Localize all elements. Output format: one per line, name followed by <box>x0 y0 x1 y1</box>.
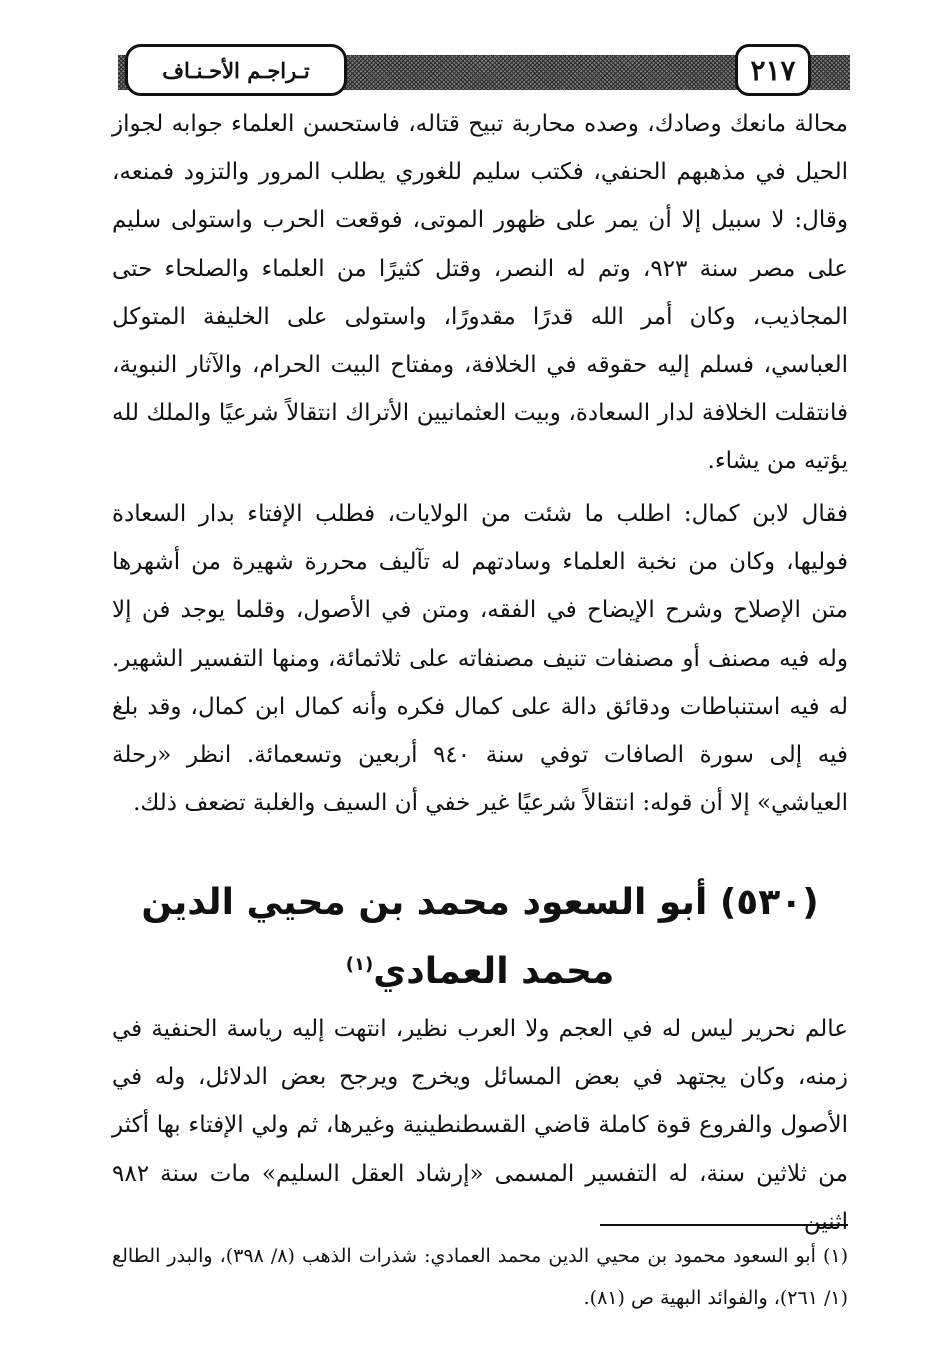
body-paragraph-3: عالم نحرير ليس له في العجم ولا العرب نظير، انتهت إليه رياسة الحنفية في زمنه، وكان يجتهد في بعض المسائل ويخرج ويرجح بعض الدلائل، وله في الأصول والفروع قوة كاملة قاضي القسطنطينية وغيرها، ثم ولي الإفتاء بها أكثر من ثلاثين سنة، له التفسير المسمى «إرشاد العقل السليم» مات سنة ٩٨٢ اثنين <box>112 1016 848 1235</box>
body-paragraph-1: محالة مانعك وصادك، وصده محاربة تبيح قتاله، فاستحسن العلماء جوابه لجواز الحيل في مذهبهم الحنفي، فكتب سليم للغوري يطلب المرور والتزود فمنعه، وقال: لا سبيل إلا أن يمر على ظهور الموتى، فوقعت الحرب واستولى سليم على مصر سنة ٩٢٣، وتم له النصر، وقتل كثيرًا من العلماء والصلحاء حتى المجاذيب، وكان أمر الله قدرًا مقدورًا، واستولى على الخليفة المتوكل العباسي، فسلم إليه حقوقه في الخلافة، ومفتاح البيت الحرام، والآثار النبوية، فانتقلت الخلافة لدار السعادة، وبيت العثمانيين الأتراك انتقالاً شرعيًا والملك لله يؤتيه من يشاء. <box>112 111 848 475</box>
running-header-title: تـراجـم الأحـنـاف <box>125 44 347 96</box>
page-number: ٢١٧ <box>735 44 811 96</box>
footnote-reference: (١) <box>345 954 374 975</box>
footnote-text: (١) أبو السعود محمود بن محيي الدين محمد العمادي: شذرات الذهب (٨/ ٣٩٨)، والبدر الطالع (١/ ٢٦١)، والفوائد البهية ص (٨١). <box>112 1245 848 1309</box>
body-paragraph-2: فقال لابن كمال: اطلب ما شئت من الولايات، فطلب الإفتاء بدار السعادة فوليها، وكان من نخبة العلماء وسادتهم له تآليف محررة شهيرة من أشهرها متن الإصلاح وشرح الإيضاح في الفقه، ومتن في الأصول، وقلما يوجد فن إلا وله فيه مصنف أو مصنفات تنيف مصنفاته على ثلاثمائة، ومنها التفسير الشهير. له فيه استنباطات ودقائق دالة على كمال فكره وأنه كمال ابن كمال، وقد بلغ فيه إلى سورة الصافات توفي سنة ٩٤٠ أربعين وتسعمائة. انظر «رحلة العياشي» إلا أن قوله: انتقالاً شرعيًا غير خفي أن السيف والغلبة تضعف ذلك. <box>112 501 848 817</box>
footnote-separator-rule <box>600 1224 848 1226</box>
biography-entry-heading <box>112 872 848 1003</box>
heading-text: (٥٣٠) أبو السعود محمد بن محيي الدين محمد العمادي <box>141 882 819 992</box>
